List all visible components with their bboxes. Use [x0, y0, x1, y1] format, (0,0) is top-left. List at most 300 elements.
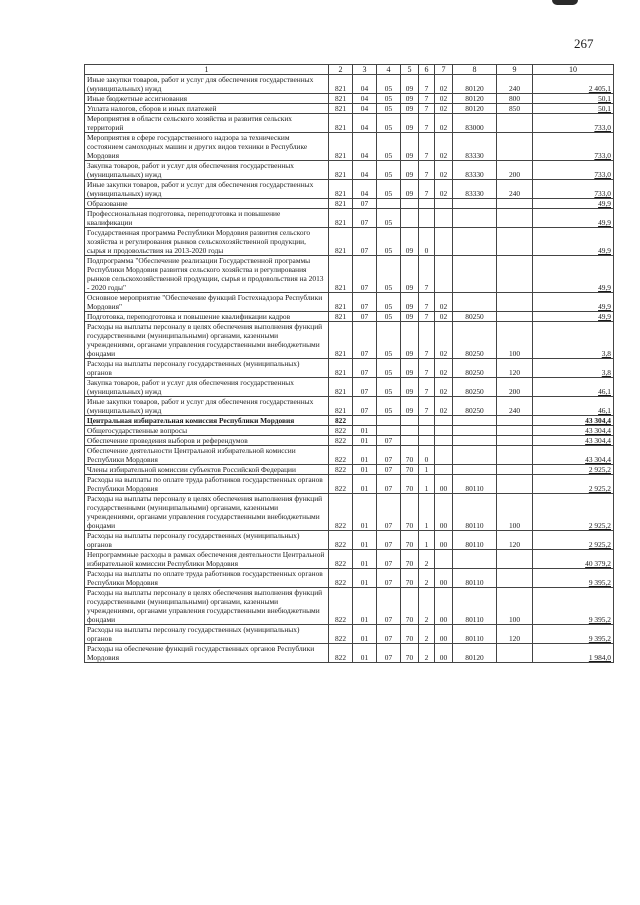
row-code: 05	[377, 75, 401, 94]
row-code: 821	[329, 359, 353, 378]
table-row	[85, 161, 614, 180]
row-amount: 50,1	[533, 104, 614, 114]
row-code: 822	[329, 446, 353, 465]
row-code	[497, 293, 533, 312]
table-row	[85, 588, 614, 625]
row-code: 09	[401, 322, 419, 359]
row-code: 04	[353, 114, 377, 133]
row-code: 821	[329, 133, 353, 161]
row-amount: 2 925,2	[533, 465, 614, 475]
row-code: 05	[377, 378, 401, 397]
row-code: 120	[497, 359, 533, 378]
row-code	[419, 426, 435, 436]
row-amount: 43 304,4	[533, 416, 614, 426]
row-description: Расходы на выплаты персоналу в целях обеспечения выполнения функций государственными (муниципальными) органами, казенными учреждениями, органами управления государственными внебюджетными фондами	[85, 588, 329, 625]
row-code: 02	[435, 133, 453, 161]
row-code: 240	[497, 180, 533, 199]
row-description: Обеспечение деятельности Центральной избирательной комиссии Республики Мордовия	[85, 446, 329, 465]
row-code: 01	[353, 475, 377, 494]
row-code: 80110	[453, 531, 497, 550]
row-code: 7	[419, 322, 435, 359]
row-code	[419, 199, 435, 209]
row-code: 821	[329, 104, 353, 114]
row-code	[453, 228, 497, 256]
row-code: 7	[419, 104, 435, 114]
row-code: 02	[435, 397, 453, 416]
row-code: 821	[329, 75, 353, 94]
table-row	[85, 180, 614, 199]
row-code	[435, 436, 453, 446]
table-body	[85, 75, 614, 663]
table-row	[85, 94, 614, 104]
table-row	[85, 133, 614, 161]
row-amount: 3,8	[533, 359, 614, 378]
table-row	[85, 475, 614, 494]
row-amount: 40 379,2	[533, 550, 614, 569]
table-row	[85, 378, 614, 397]
table-row	[85, 75, 614, 94]
row-description: Государственная программа Республики Мордовия развития сельского хозяйства и регулирования рынков сельскохозяйственной продукции, сырья и продовольствия на 2013-2020 годы	[85, 228, 329, 256]
row-code: 200	[497, 161, 533, 180]
row-code	[435, 228, 453, 256]
row-code: 01	[353, 436, 377, 446]
row-code: 70	[401, 644, 419, 663]
row-code: 821	[329, 322, 353, 359]
row-amount: 2 925,2	[533, 494, 614, 531]
row-code: 821	[329, 293, 353, 312]
row-code: 05	[377, 228, 401, 256]
row-code	[377, 426, 401, 436]
row-amount: 49,9	[533, 293, 614, 312]
row-code	[453, 436, 497, 446]
row-code	[497, 416, 533, 426]
row-code: 120	[497, 531, 533, 550]
row-code: 80120	[453, 644, 497, 663]
row-amount: 46,1	[533, 378, 614, 397]
row-code	[453, 416, 497, 426]
row-code: 822	[329, 569, 353, 588]
row-code: 02	[435, 161, 453, 180]
row-code: 0	[419, 228, 435, 256]
row-description: Подпрограмма "Обеспечение реализации Государственной программы Республики Мордовия развития сельского хозяйства и регулирования рынков сельскохозяйственной продукции, сырья и продовольствия на 2013 - 2020 годы"	[85, 256, 329, 293]
row-code: 7	[419, 378, 435, 397]
column-header: 2	[329, 65, 353, 75]
row-code: 2	[419, 588, 435, 625]
row-description: Обеспечение проведения выборов и референдумов	[85, 436, 329, 446]
row-code: 07	[377, 588, 401, 625]
row-code: 821	[329, 114, 353, 133]
row-code	[453, 199, 497, 209]
row-code: 80120	[453, 75, 497, 94]
row-code: 821	[329, 161, 353, 180]
row-code	[453, 426, 497, 436]
row-code: 2	[419, 625, 435, 644]
table-row	[85, 426, 614, 436]
row-code	[435, 465, 453, 475]
row-code: 70	[401, 494, 419, 531]
row-code: 00	[435, 531, 453, 550]
row-code	[435, 209, 453, 228]
row-code: 04	[353, 104, 377, 114]
row-code	[497, 209, 533, 228]
row-code: 80110	[453, 588, 497, 625]
row-code: 83000	[453, 114, 497, 133]
row-description: Центральная избирательная комиссия Республики Мордовия	[85, 416, 329, 426]
row-code: 821	[329, 94, 353, 104]
row-code: 02	[435, 180, 453, 199]
row-code: 07	[377, 475, 401, 494]
row-code: 821	[329, 209, 353, 228]
row-amount: 9 395,2	[533, 625, 614, 644]
row-code: 07	[377, 550, 401, 569]
row-amount: 46,1	[533, 397, 614, 416]
row-description: Расходы на выплаты персоналу в целях обеспечения выполнения функций государственными (муниципальными) органами, казенными учреждениями, органами управления государственными внебюджетными фондами	[85, 494, 329, 531]
row-description: Члены избирательной комиссии субъектов Российской Федерации	[85, 465, 329, 475]
table-row	[85, 104, 614, 114]
row-code: 01	[353, 550, 377, 569]
column-header: 10	[533, 65, 614, 75]
row-code: 07	[377, 531, 401, 550]
row-code: 02	[435, 312, 453, 322]
row-code: 821	[329, 180, 353, 199]
row-code: 02	[435, 75, 453, 94]
row-code: 80110	[453, 494, 497, 531]
table-row	[85, 550, 614, 569]
row-code: 07	[377, 436, 401, 446]
row-description: Расходы на обеспечение функций государственных органов Республики Мордовия	[85, 644, 329, 663]
row-code: 80250	[453, 312, 497, 322]
row-code	[453, 209, 497, 228]
row-code	[497, 644, 533, 663]
row-code: 05	[377, 312, 401, 322]
row-code: 05	[377, 209, 401, 228]
row-description: Расходы на выплаты персоналу государственных (муниципальных) органов	[85, 625, 329, 644]
column-header: 4	[377, 65, 401, 75]
row-code: 80250	[453, 322, 497, 359]
row-code: 02	[435, 359, 453, 378]
row-amount: 49,9	[533, 209, 614, 228]
row-code: 200	[497, 378, 533, 397]
row-amount: 9 395,2	[533, 588, 614, 625]
row-code: 0	[419, 446, 435, 465]
column-header: 8	[453, 65, 497, 75]
row-code: 05	[377, 114, 401, 133]
row-code: 100	[497, 494, 533, 531]
row-code	[497, 133, 533, 161]
row-code: 02	[435, 322, 453, 359]
table-row	[85, 256, 614, 293]
row-code: 09	[401, 114, 419, 133]
row-amount: 50,1	[533, 94, 614, 104]
row-code	[377, 416, 401, 426]
row-code: 822	[329, 625, 353, 644]
row-amount: 43 304,4	[533, 446, 614, 465]
row-code: 04	[353, 75, 377, 94]
row-code: 07	[353, 209, 377, 228]
row-amount: 43 304,4	[533, 436, 614, 446]
row-code: 100	[497, 588, 533, 625]
row-description: Мероприятия в сфере государственного надзора за техническим состоянием самоходных машин и других видов техники в Республике Мордовия	[85, 133, 329, 161]
row-code: 822	[329, 588, 353, 625]
row-code: 850	[497, 104, 533, 114]
row-code	[497, 465, 533, 475]
row-amount: 2 925,2	[533, 475, 614, 494]
row-code: 07	[377, 644, 401, 663]
row-amount: 3,8	[533, 322, 614, 359]
row-code: 09	[401, 228, 419, 256]
row-code: 07	[353, 397, 377, 416]
row-description: Мероприятия в области сельского хозяйства и развития сельских территорий	[85, 114, 329, 133]
row-code: 01	[353, 494, 377, 531]
row-code: 07	[377, 446, 401, 465]
row-code: 821	[329, 199, 353, 209]
row-code: 70	[401, 531, 419, 550]
row-code: 83330	[453, 161, 497, 180]
row-code: 821	[329, 256, 353, 293]
row-description: Расходы на выплаты персоналу в целях обеспечения выполнения функций государственными (муниципальными) органами, казенными учреждениями, органами управления государственными внебюджетными фондами	[85, 322, 329, 359]
row-code: 822	[329, 550, 353, 569]
row-code: 09	[401, 256, 419, 293]
row-code	[353, 416, 377, 426]
row-code	[435, 416, 453, 426]
row-code	[435, 199, 453, 209]
row-code: 09	[401, 133, 419, 161]
row-amount: 733,0	[533, 133, 614, 161]
row-code	[453, 465, 497, 475]
row-code: 80110	[453, 475, 497, 494]
row-code: 83330	[453, 180, 497, 199]
row-description: Непрограммные расходы в рамках обеспечения деятельности Центральной избирательной комиссии Республики Мордовия	[85, 550, 329, 569]
row-code: 00	[435, 625, 453, 644]
row-code	[453, 550, 497, 569]
row-code: 822	[329, 426, 353, 436]
row-code: 09	[401, 312, 419, 322]
row-code: 05	[377, 180, 401, 199]
row-amount: 1 984,0	[533, 644, 614, 663]
table-row	[85, 322, 614, 359]
row-code: 120	[497, 625, 533, 644]
row-code: 09	[401, 75, 419, 94]
row-code: 7	[419, 114, 435, 133]
row-code: 09	[401, 359, 419, 378]
row-amount: 2 925,2	[533, 531, 614, 550]
row-code: 09	[401, 397, 419, 416]
row-code	[419, 209, 435, 228]
column-header: 5	[401, 65, 419, 75]
row-code	[453, 446, 497, 465]
table-row	[85, 644, 614, 663]
row-code: 02	[435, 94, 453, 104]
row-amount: 733,0	[533, 114, 614, 133]
row-description: Расходы на выплаты персоналу государственных (муниципальных) органов	[85, 531, 329, 550]
row-code: 821	[329, 378, 353, 397]
row-description: Расходы на выплаты по оплате труда работников государственных органов Республики Мордовия	[85, 475, 329, 494]
row-code: 07	[377, 465, 401, 475]
row-code: 2	[419, 550, 435, 569]
row-amount: 49,9	[533, 256, 614, 293]
row-code: 822	[329, 416, 353, 426]
row-code: 7	[419, 256, 435, 293]
row-code	[497, 228, 533, 256]
row-code: 821	[329, 228, 353, 256]
row-description: Закупка товаров, работ и услуг для обеспечения государственных (муниципальных) нужд	[85, 161, 329, 180]
row-code	[497, 114, 533, 133]
row-code: 00	[435, 494, 453, 531]
row-code: 70	[401, 475, 419, 494]
row-code: 1	[419, 531, 435, 550]
table-row	[85, 494, 614, 531]
table-row	[85, 114, 614, 133]
table-row	[85, 531, 614, 550]
row-code: 05	[377, 256, 401, 293]
row-code: 822	[329, 465, 353, 475]
row-code	[435, 256, 453, 293]
row-code: 07	[353, 378, 377, 397]
row-code	[435, 426, 453, 436]
table-row	[85, 209, 614, 228]
row-code: 02	[435, 114, 453, 133]
row-code: 04	[353, 180, 377, 199]
table-row	[85, 359, 614, 378]
row-code: 09	[401, 180, 419, 199]
row-code	[401, 416, 419, 426]
row-code	[497, 256, 533, 293]
row-code: 05	[377, 359, 401, 378]
row-code: 822	[329, 531, 353, 550]
row-amount: 43 304,4	[533, 426, 614, 436]
row-code: 07	[353, 256, 377, 293]
row-amount: 733,0	[533, 180, 614, 199]
row-code: 7	[419, 161, 435, 180]
row-description: Образование	[85, 199, 329, 209]
row-code: 05	[377, 133, 401, 161]
row-code: 05	[377, 322, 401, 359]
column-header: 9	[497, 65, 533, 75]
row-description: Общегосударственные вопросы	[85, 426, 329, 436]
row-code: 7	[419, 94, 435, 104]
row-code: 80250	[453, 378, 497, 397]
row-code	[419, 436, 435, 446]
row-code: 09	[401, 161, 419, 180]
row-code: 240	[497, 75, 533, 94]
row-code: 09	[401, 94, 419, 104]
row-code: 05	[377, 104, 401, 114]
row-code: 07	[377, 494, 401, 531]
row-code	[497, 426, 533, 436]
row-code: 80250	[453, 359, 497, 378]
budget-table	[84, 64, 614, 663]
table-row	[85, 569, 614, 588]
row-code	[401, 199, 419, 209]
table-row	[85, 465, 614, 475]
row-code	[497, 312, 533, 322]
row-code: 80120	[453, 104, 497, 114]
row-code: 70	[401, 569, 419, 588]
row-code: 00	[435, 588, 453, 625]
table-row	[85, 312, 614, 322]
row-code: 7	[419, 397, 435, 416]
row-code: 00	[435, 475, 453, 494]
table-row	[85, 397, 614, 416]
row-description: Уплата налогов, сборов и иных платежей	[85, 104, 329, 114]
row-code: 1	[419, 494, 435, 531]
row-code: 822	[329, 475, 353, 494]
row-code: 70	[401, 446, 419, 465]
row-description: Закупка товаров, работ и услуг для обеспечения государственных (муниципальных) нужд	[85, 378, 329, 397]
column-header: 7	[435, 65, 453, 75]
row-description: Иные закупки товаров, работ и услуг для обеспечения государственных (муниципальных) нужд	[85, 75, 329, 94]
row-code: 07	[377, 625, 401, 644]
row-code: 05	[377, 161, 401, 180]
row-code	[401, 426, 419, 436]
column-header: 6	[419, 65, 435, 75]
row-code: 04	[353, 94, 377, 104]
row-code: 70	[401, 465, 419, 475]
row-code: 01	[353, 446, 377, 465]
row-code: 80110	[453, 625, 497, 644]
row-description: Расходы на выплаты персоналу государственных (муниципальных) органов	[85, 359, 329, 378]
row-code: 07	[353, 293, 377, 312]
row-code	[497, 436, 533, 446]
row-description: Иные бюджетные ассигнования	[85, 94, 329, 104]
row-code: 70	[401, 625, 419, 644]
row-code: 822	[329, 494, 353, 531]
row-code: 2	[419, 569, 435, 588]
row-amount: 9 395,2	[533, 569, 614, 588]
row-code	[497, 475, 533, 494]
row-amount: 49,9	[533, 312, 614, 322]
row-code: 07	[377, 569, 401, 588]
row-code: 07	[353, 228, 377, 256]
row-code: 09	[401, 378, 419, 397]
row-code	[497, 569, 533, 588]
table-row	[85, 293, 614, 312]
row-code: 822	[329, 436, 353, 446]
scan-mark	[552, 0, 578, 5]
column-header: 3	[353, 65, 377, 75]
row-description: Иные закупки товаров, работ и услуг для обеспечения государственных (муниципальных) нужд	[85, 180, 329, 199]
row-description: Основное мероприятие "Обеспечение функций Гостехнадзора Республики Мордовия"	[85, 293, 329, 312]
row-code: 01	[353, 426, 377, 436]
row-code: 07	[353, 312, 377, 322]
row-code: 01	[353, 569, 377, 588]
row-code: 7	[419, 312, 435, 322]
row-code: 02	[435, 293, 453, 312]
row-code: 70	[401, 550, 419, 569]
row-code: 821	[329, 397, 353, 416]
row-code: 80250	[453, 397, 497, 416]
row-description: Подготовка, переподготовка и повышение квалификации кадров	[85, 312, 329, 322]
row-code: 822	[329, 644, 353, 663]
row-code: 7	[419, 293, 435, 312]
row-code: 01	[353, 644, 377, 663]
row-code	[419, 416, 435, 426]
row-code: 00	[435, 569, 453, 588]
row-code: 07	[353, 322, 377, 359]
row-code: 7	[419, 75, 435, 94]
row-code	[401, 436, 419, 446]
row-description: Иные закупки товаров, работ и услуг для обеспечения государственных (муниципальных) нужд	[85, 397, 329, 416]
row-description: Расходы на выплаты по оплате труда работников государственных органов Республики Мордовия	[85, 569, 329, 588]
table-header-row	[85, 65, 614, 75]
row-code	[497, 550, 533, 569]
column-header: 1	[85, 65, 329, 75]
row-code: 1	[419, 465, 435, 475]
row-code: 04	[353, 161, 377, 180]
row-description: Профессиональная подготовка, переподготовка и повышение квалификации	[85, 209, 329, 228]
table-row	[85, 625, 614, 644]
row-code	[401, 209, 419, 228]
